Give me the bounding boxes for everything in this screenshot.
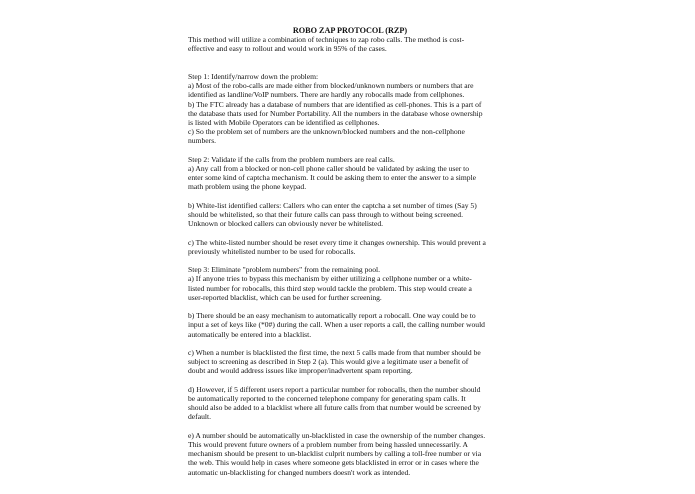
step2-c-line: c) The white-listed number should be reset every time it changes ownership. This would prevent a	[188, 237, 486, 247]
step2-a-line: enter some kind of captcha mechanism. It could be asking them to enter the answer to a simple	[188, 173, 477, 183]
step3-d-line: d) However, if 5 different users report a particular number for robocalls, then the number should	[188, 384, 481, 394]
spacer	[188, 228, 506, 237]
step1-heading: Step 1: Identify/narrow down the problem:	[188, 72, 319, 81]
step3-c-line: c) When a number is blacklisted the first time, the next 5 calls made from that number should be	[188, 348, 481, 357]
step3-e-line: mechanism should be present to un-blacklist culprit numbers by calling a toll-free number or via	[188, 449, 482, 459]
step3-e-paragraph	[188, 431, 506, 477]
spacer	[188, 54, 506, 72]
step3-d-line: should also be added to a blacklist where all future calls from that number would be screened by	[188, 403, 481, 413]
step1-line: b) The FTC already has a database of numbers that are identified as cell-phones. This is a part of	[188, 99, 482, 109]
document-title: ROBO ZAP PROTOCOL (RZP)	[292, 26, 408, 35]
step1-line: c) So the problem set of numbers are the unknown/blocked numbers and the non-cellphone	[188, 127, 465, 137]
step3-a-line: a) If anyone tries to bypass this mechanism by either utilizing a cellphone number or a white-	[188, 274, 472, 284]
step1-line: is listed with Mobile Operators can be identified as cellphones.	[188, 118, 380, 128]
step3-a-paragraph	[188, 265, 506, 302]
step3-e-line: the web. This would help in cases where someone gets blacklisted in error or in cases where the	[188, 458, 479, 468]
step3-c-line: doubt and would address issues like improper/inadvertent spam reporting.	[188, 366, 413, 376]
spacer	[188, 146, 506, 155]
step2-c-line: previously whitelisted number to be used for robocalls.	[188, 246, 356, 256]
step1-line: identified as landline/VoIP numbers. There are hardly any robocalls made from cellphones.	[188, 90, 465, 100]
step3-b-paragraph	[188, 311, 506, 339]
document-page	[188, 26, 506, 477]
step3-c-line: subject to screening as described in Step 2 (a). This would give a legitimate user a benefit of	[188, 357, 469, 367]
step3-d-line: be automatically reported to the concerned telephone company for generating spam calls. It	[188, 394, 466, 403]
step3-e-line: automatic un-blacklisting for changed numbers doesn't work as intended.	[188, 467, 411, 477]
step2-b-line: should be whitelisted, so that their future calls can pass through to without being screened.	[188, 210, 463, 220]
step2-a-line: math problem using the phone keypad.	[188, 182, 307, 192]
intro-line: effective and easy to rollout and would work in 95% of the cases.	[188, 44, 387, 54]
step3-b-line: automatically be entered into a blacklist.	[188, 329, 312, 339]
step3-a-line: listed number for robocalls, this third step would tackle the problem. This step would create a	[188, 283, 472, 293]
spacer	[188, 376, 506, 385]
step3-c-paragraph	[188, 348, 506, 376]
step3-b-line: input a set of keys like (*0#) during the call. When a user reports a call, the calling number would	[188, 320, 485, 330]
step2-a-paragraph	[188, 155, 506, 192]
step3-d-paragraph	[188, 385, 506, 422]
spacer	[188, 302, 506, 311]
step2-b-line: Unknown or blocked callers can obviously never be whitelisted.	[188, 219, 384, 229]
step2-b-paragraph	[188, 201, 506, 229]
step1-line: a) Most of the robo-calls are made either from blocked/unknown numbers or numbers that are	[188, 81, 474, 91]
step2-heading: Step 2: Validate if the calls from the problem numbers are real calls.	[188, 154, 395, 164]
step3-a-line: user-reported blacklist, which can be used for further screening.	[188, 292, 382, 302]
step2-a-line: a) Any call from a blocked or non-cell phone caller should be validated by asking the user to	[188, 164, 470, 174]
step3-e-line: e) A number should be automatically un-blacklisted in case the ownership of the number changes.	[188, 430, 486, 440]
spacer	[188, 339, 506, 348]
step3-d-line: default.	[188, 412, 211, 422]
intro-line: This method will utilize a combination of techniques to zap robo calls. The method is cost-	[188, 35, 465, 45]
step1-line: the database thats used for Number Portability. All the numbers in the database whose ownership	[188, 108, 483, 118]
spacer	[188, 422, 506, 431]
spacer	[188, 256, 506, 265]
step1-paragraph	[188, 72, 506, 146]
step2-c-paragraph	[188, 238, 506, 256]
step3-b-line: b) There should be an easy mechanism to automatically report a robocall. One way could be to	[188, 311, 476, 321]
spacer	[188, 192, 506, 201]
step3-heading: Step 3: Eliminate "problem numbers" from the remaining pool.	[188, 265, 380, 275]
step1-line: numbers.	[188, 136, 217, 146]
intro-paragraph	[188, 35, 506, 53]
step2-b-line: b) White-list identified callers: Callers who can enter the captcha a set number of times (Say 5)	[188, 200, 477, 210]
step3-e-line: This would prevent future owners of a problem number from being hassled unnecessarily. A	[188, 440, 468, 449]
